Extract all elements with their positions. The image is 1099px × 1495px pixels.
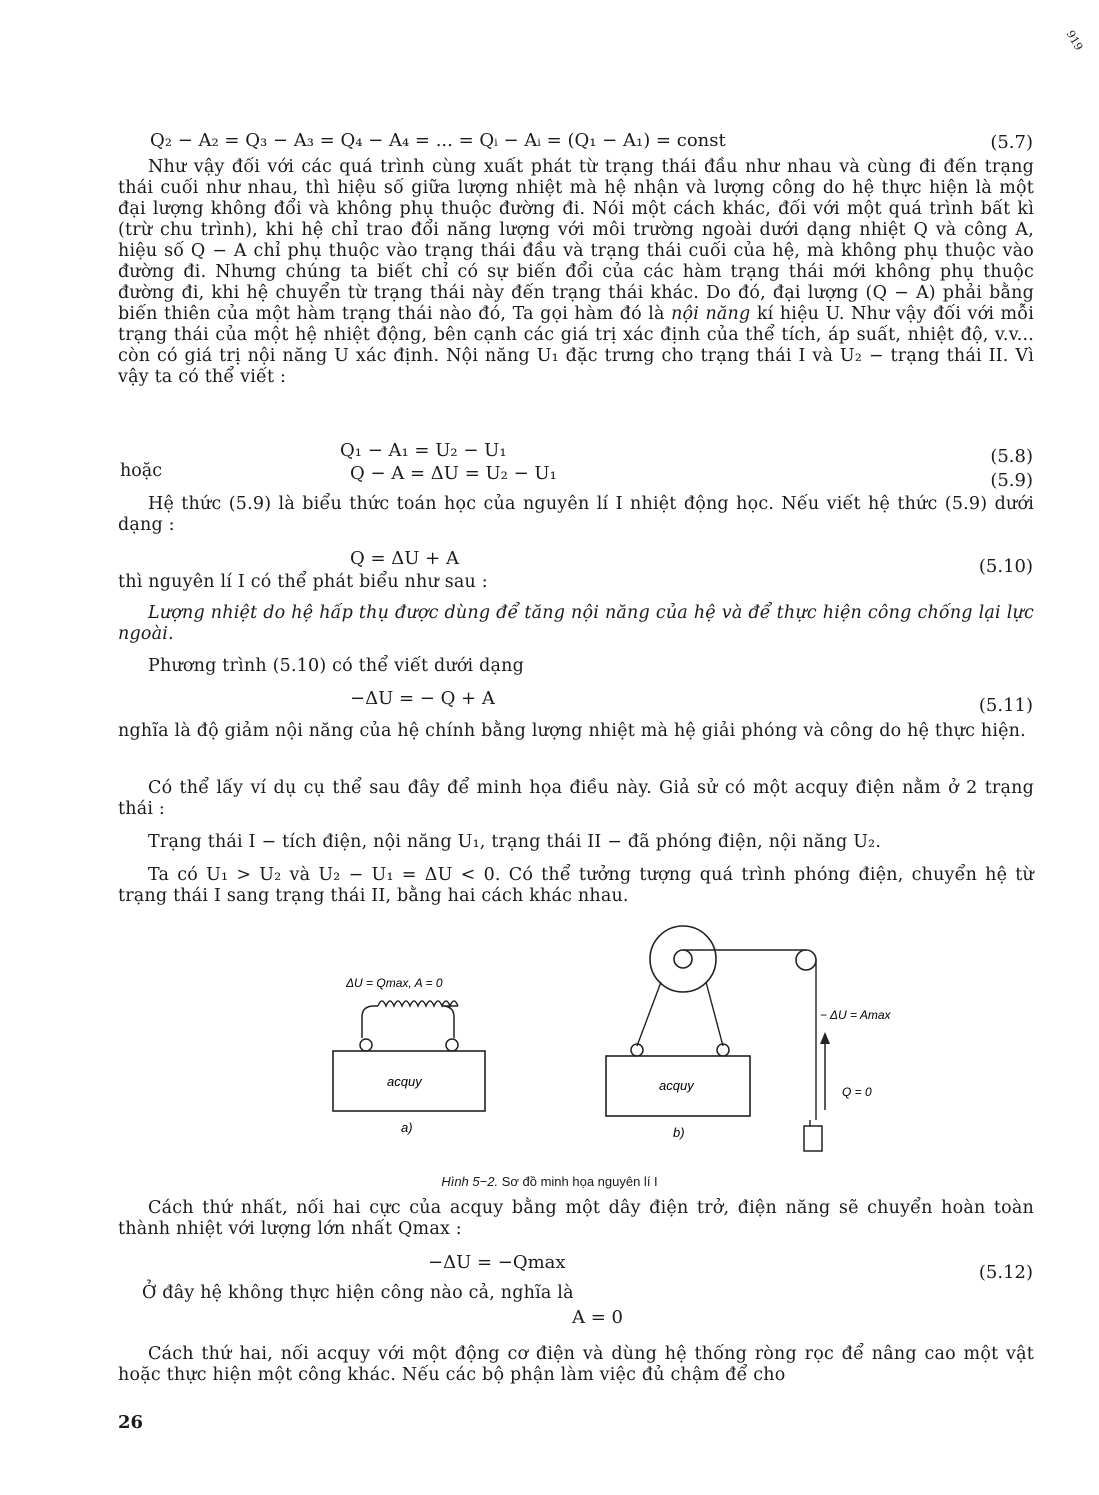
paragraph-formula: Hệ thức (5.9) là biểu thức toán học của nguyên lí I nhiệt động học. Nếu viết hệ thức (5.9) dưới dạng :	[118, 494, 1034, 535]
paragraph-states: Trạng thái I − tích điện, nội năng U₁, trạng thái II − đã phóng điện, nội năng U₂.	[148, 832, 882, 852]
italic-term: nội năng	[671, 304, 751, 324]
equation-5-12: −ΔU = −Qmax	[428, 1252, 566, 1273]
figure-5-2	[0, 920, 1099, 1170]
equation-5-11: −ΔU = − Q + A	[350, 688, 495, 709]
equation-number-5-12: (5.12)	[978, 1262, 1033, 1283]
page-number: 26	[118, 1412, 144, 1433]
wire-right	[442, 1006, 458, 1038]
paragraph-statement-intro: thì nguyên lí I có thể phát biểu như sau :	[118, 572, 488, 592]
weight-icon	[804, 1126, 822, 1151]
hoac-label: hoặc	[120, 461, 163, 481]
equation-5-7: Q₂ − A₂ = Q₃ − A₃ = Q₄ − A₄ = ... = Qᵢ − Aᵢ = (Q₁ − A₁) = const	[150, 130, 726, 151]
equation-5-8: Q₁ − A₁ = U₂ − U₁	[340, 440, 507, 461]
motor-axle-icon	[674, 950, 692, 968]
paragraph-rewrite: Phương trình (5.10) có thể viết dưới dạng	[148, 656, 525, 676]
equation-number-5-9: (5.9)	[990, 470, 1033, 491]
paragraph-method-one: Cách thứ nhất, nối hai cực của acquy bằng một dây điện trở, điện năng sẽ chuyển hoàn toàn thành nhiệt với lượng lớn nhất Qmax :	[118, 1198, 1034, 1239]
paragraph-discharge: Ta có U₁ > U₂ và U₂ − U₁ = ΔU < 0. Có thể tưởng tượng quá trình phóng điện, chuyển hệ từ trạng thái I sang trạng thái II, bằng hai cách khác nhau.	[118, 865, 1034, 906]
paragraph-no-work: Ở đây hệ không thực hiện công nào cả, nghĩa là	[142, 1283, 574, 1303]
caption-text: Sơ đồ minh họa nguyên lí I	[501, 1174, 658, 1189]
figure-caption	[0, 1174, 1099, 1189]
wire-left	[362, 1006, 378, 1038]
figure-b	[606, 926, 892, 1151]
equation-number-5-10: (5.10)	[978, 556, 1033, 577]
lift-arrowhead-icon	[820, 1032, 830, 1044]
paragraph-method-two: Cách thứ hai, nối acquy với một động cơ điện và dùng hệ thống ròng rọc để nâng cao một vật hoặc thực hiện một công khác. Nếu các bộ phận làm việc đủ chậm để cho	[118, 1344, 1034, 1385]
terminal-right-icon	[446, 1039, 458, 1051]
equation-number-5-8: (5.8)	[990, 446, 1033, 467]
equation-a-zero: A = 0	[572, 1307, 623, 1328]
equation-5-9: Q − A = ΔU = U₂ − U₁	[350, 463, 557, 484]
figure-b-heat-label: Q = 0	[842, 1085, 872, 1099]
paragraph-text: Như vậy đối với các quá trình cùng xuất phát từ trạng thái đầu như nhau và cùng đi đến trạng thái cuối như nhau, thì hiệu số giữa lượng nhiệt mà hệ nhận và lượng công do hệ thực hiện là một đại lượng không đổi và không phụ thuộc đường đi. Nói một cách khác, đối với một quá trình bất kì (trừ chu trình), khi hệ chỉ trao đổi năng lượng với môi trường ngoài dưới dạng nhiệt Q và công A, hiệu số Q − A chỉ phụ thuộc vào trạng thái đầu và trạng thái cuối của hệ, mà không phụ thuộc vào đường đi. Nhưng chúng ta biết chỉ có sự biến đổi của các hàm trạng thái mới không phụ thuộc đường đi, khi hệ chuyển từ trạng thái này đến trạng thái khác. Do đó, đại lượng (Q − A) phải bằng biến thiên của một hàm trạng thái nào đó, Ta gọi hàm đó là	[118, 157, 1034, 324]
paragraph-text: kí hiệu U. Như vậy đối với mỗi trạng thái của một hệ nhiệt động, bên cạnh các giá trị xác định của thể tích, áp suất, nhiệt độ, v.v... còn có giá trị nội năng U xác định. Nội năng U₁ đặc trưng cho trạng thái I và U₂ − trạng thái II. Vì vậy ta có thể viết :	[118, 304, 1035, 387]
equation-number-5-7: (5.7)	[990, 132, 1033, 153]
paragraph-example: Có thể lấy ví dụ cụ thể sau đây để minh họa điều này. Giả sử có một acquy điện nằm ở 2 trạng thái :	[118, 778, 1034, 819]
figure-a-tag: a)	[401, 1120, 413, 1135]
battery-a-label: acquy	[387, 1074, 422, 1089]
figure-a	[333, 976, 485, 1135]
caption-prefix: Hình 5−2.	[441, 1174, 499, 1189]
law-statement: Lượng nhiệt do hệ hấp thụ được dùng để tăng nội năng của hệ và để thực hiện công chống lại lực ngoài.	[118, 603, 1034, 644]
figure-b-work-label: − ΔU = Amax	[820, 1008, 891, 1022]
figure-a-label: ΔU = Qmax, A = 0	[346, 976, 443, 990]
pulley-icon	[796, 950, 816, 970]
terminal-left-icon	[360, 1039, 372, 1051]
belt-left	[637, 982, 661, 1046]
figure-b-tag: b)	[673, 1125, 685, 1140]
paragraph-intro	[118, 157, 1034, 388]
battery-b-label: acquy	[659, 1078, 694, 1093]
corner-mark: 919	[1063, 28, 1086, 53]
equation-5-10: Q = ΔU + A	[350, 548, 459, 569]
belt-right	[706, 982, 723, 1046]
paragraph-meaning: nghĩa là độ giảm nội năng của hệ chính bằng lượng nhiệt mà hệ giải phóng và công do hệ thực hiện.	[118, 721, 1026, 741]
equation-number-5-11: (5.11)	[978, 695, 1033, 716]
